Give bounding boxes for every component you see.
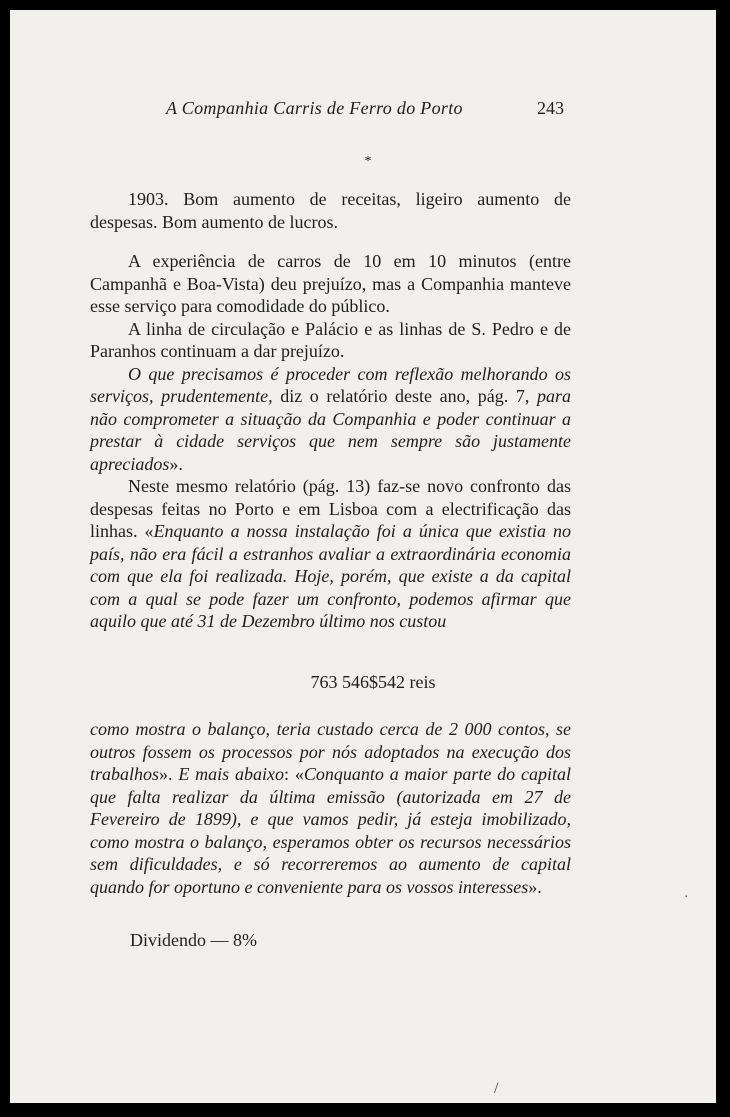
amount-line: 763 546$542 reis [310, 672, 436, 692]
text-run: : « [284, 764, 304, 784]
speck-mark: · [684, 890, 689, 905]
quote-continuation [90, 718, 571, 898]
text-run: ». [159, 764, 179, 784]
paragraph [90, 250, 571, 318]
text-run: 1903. Bom aumento de receitas, ligeiro aumento de despesas. Bom aumento de lucros. [90, 189, 571, 232]
dividend-line: Dividendo — 8% [130, 930, 257, 950]
italic-text: Enquanto a nossa instalação foi a única que existia no país, não era fácil a estranhos avaliar a extraordinária economia com que ela foi realizada. Hoje, porém, que existe a da capital com a qual se pode fazer um confronto, podemos afirmar que aquilo que até 31 de Dezembro último nos custou [90, 521, 571, 631]
text-run: A experiência de carros de 10 em 10 minutos (entre Campanhã e Boa-Vista) deu prejuízo, mas a Companhia manteve esse serviço para comodidade do público. [90, 251, 571, 316]
paragraph [90, 718, 571, 898]
paragraph [90, 188, 571, 233]
italic-text: O que precisamos é proceder com reflexão melhorando os serviços, prudentemente, [90, 363, 571, 406]
book-page [10, 10, 716, 1103]
text-run: ». [528, 876, 542, 897]
italic-text: Conquanto a maior parte do capital que falta realizar da última emissão (autorizada em 27 de Fevereiro de 1899), e que vamos pedir, já esteja imobilizado, como mostra o balanço, esperamos obter os recursos necessários sem dificuldades, e só recorreremos ao aumento de capital quando for oportuno e conveniente para os vossos interesses [90, 764, 572, 897]
page-number: 243 [537, 98, 564, 118]
running-title: A Companhia Carris de Ferro do Porto [166, 98, 463, 118]
stray-mark: / [494, 1080, 499, 1097]
italic-text: para não comprometer a situação da Companhia e poder continuar a prestar à cidade serviços que nem sempre são justamente apreciados [90, 386, 571, 474]
paragraph [90, 363, 571, 476]
text-run: Neste mesmo relatório (pág. 13) faz-se novo confronto das despesas feitas no Porto e em Lisboa com a electrificação das linhas. « [90, 476, 571, 541]
paragraph [90, 318, 571, 363]
paragraph-1903 [90, 188, 571, 233]
paragraph [90, 475, 571, 633]
italic-text: como mostra o balanço, teria custado cerca de 2 000 contos, se outros fossem os processos por nós adoptados na execução dos trabalhos [90, 719, 571, 784]
italic-text: E mais abaixo [178, 764, 285, 784]
section-separator: * [364, 154, 372, 169]
page-header [10, 98, 716, 124]
text-run: diz o relatório deste ano, pág. 7, [272, 386, 537, 406]
report-paragraphs [90, 250, 571, 633]
text-run: ». [169, 453, 183, 474]
text-run: A linha de circulação e Palácio e as linhas de S. Pedro e de Paranhos continuam a dar prejuízo. [90, 318, 571, 361]
